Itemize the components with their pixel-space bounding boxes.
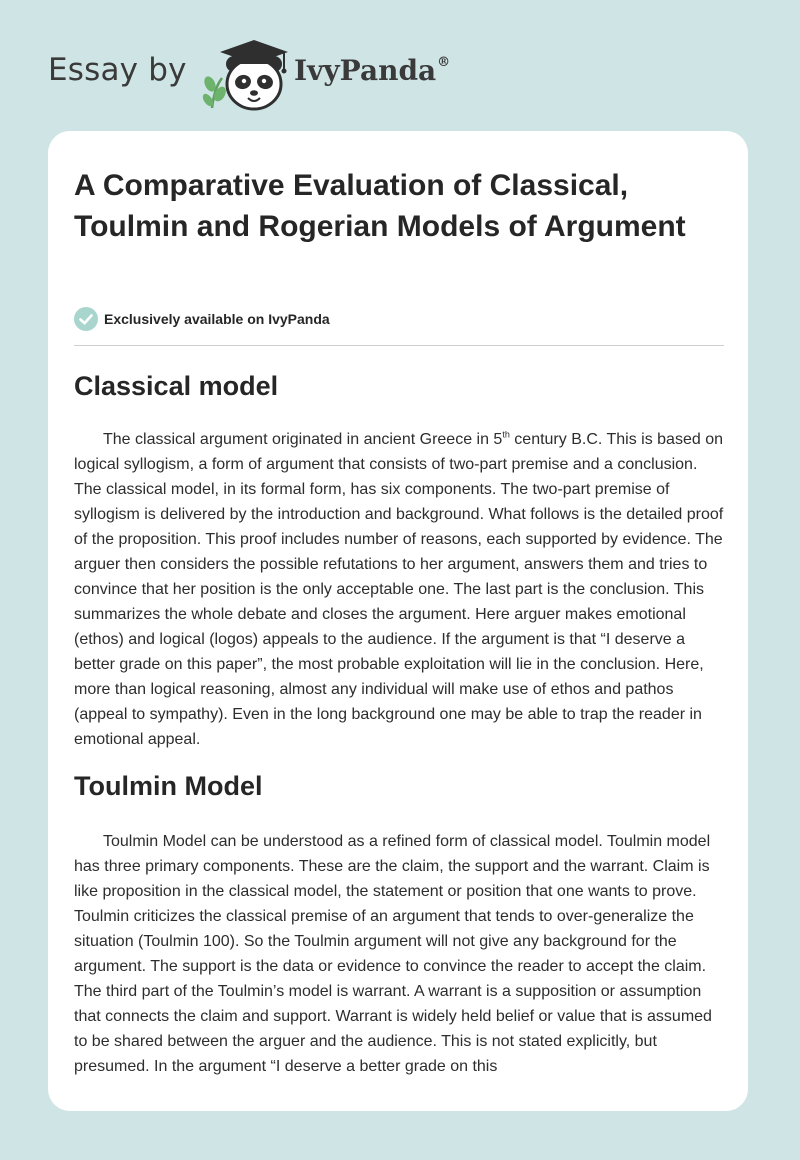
brand-header[interactable] [48, 34, 468, 114]
page-title: A Comparative Evaluation of Classical, Toulmin and Rogerian Models of Argument [74, 169, 686, 243]
trademark-symbol: ® [437, 55, 451, 70]
ordinal-suffix: th [502, 429, 510, 440]
panda-graduate-icon [200, 34, 300, 114]
check-circle-icon [74, 307, 98, 331]
brand-prefix: Essay by [48, 52, 187, 88]
section-heading-toulmin-model: Toulmin Model [74, 771, 263, 801]
essay-card [48, 131, 748, 1111]
section-paragraph-classical-model: The classical argument originated in ancient Greece in 5th century B.C. This is based on logical syllogism, a form of argument that consists of two-part premise and a conclusion. The classical model, in its formal form, has six components. The two-part premise of syllogism is delivered by the introduction and background. What follows is the detailed proof of the proposition. This proof includes number of reasons, each supported by evidence. The arguer then considers the possible refutations to her argument, answers them and tries to convince that her position is the only acceptable one. The last part is the conclusion. This summarizes the whole debate and closes the argument. Here arguer makes emotional (ethos) and logical (logos) appeals to the audience. If the argument is that “I deserve a better grade on this paper”, the most probable exploitation will lie in the conclusion. Here, more than logical reasoning, almost any individual will make use of ethos and pathos (appeal to sympathy). Even in the long background one may be able to trap the reader in emotional appeal. [74, 429, 724, 748]
brand-name: IvyPanda® [294, 54, 451, 87]
section-heading-classical-model: Classical model [74, 371, 279, 401]
divider [74, 345, 724, 346]
badge-text: Exclusively available on IvyPanda [104, 311, 330, 327]
section-paragraph-toulmin-model: Toulmin Model can be understood as a refined form of classical model. Toulmin model has three primary components. These are the claim, the support and the warrant. Claim is like proposition in the classical model, the statement or position that one wants to prove. Toulmin criticizes the classical premise of an argument that tends to over-generalize the situation (Toulmin 100). So the Toulmin argument will not give any background for the argument. The support is the data or evidence to convince the reader to accept the claim. The third part of the Toulmin’s model is warrant. A warrant is a supposition or assumption that connects the claim and support. Warrant is widely held belief or value that is assumed to be shared between the arguer and the audience. This is not stated explicitly, but presumed. In the argument “I deserve a better grade on this [74, 833, 712, 1075]
